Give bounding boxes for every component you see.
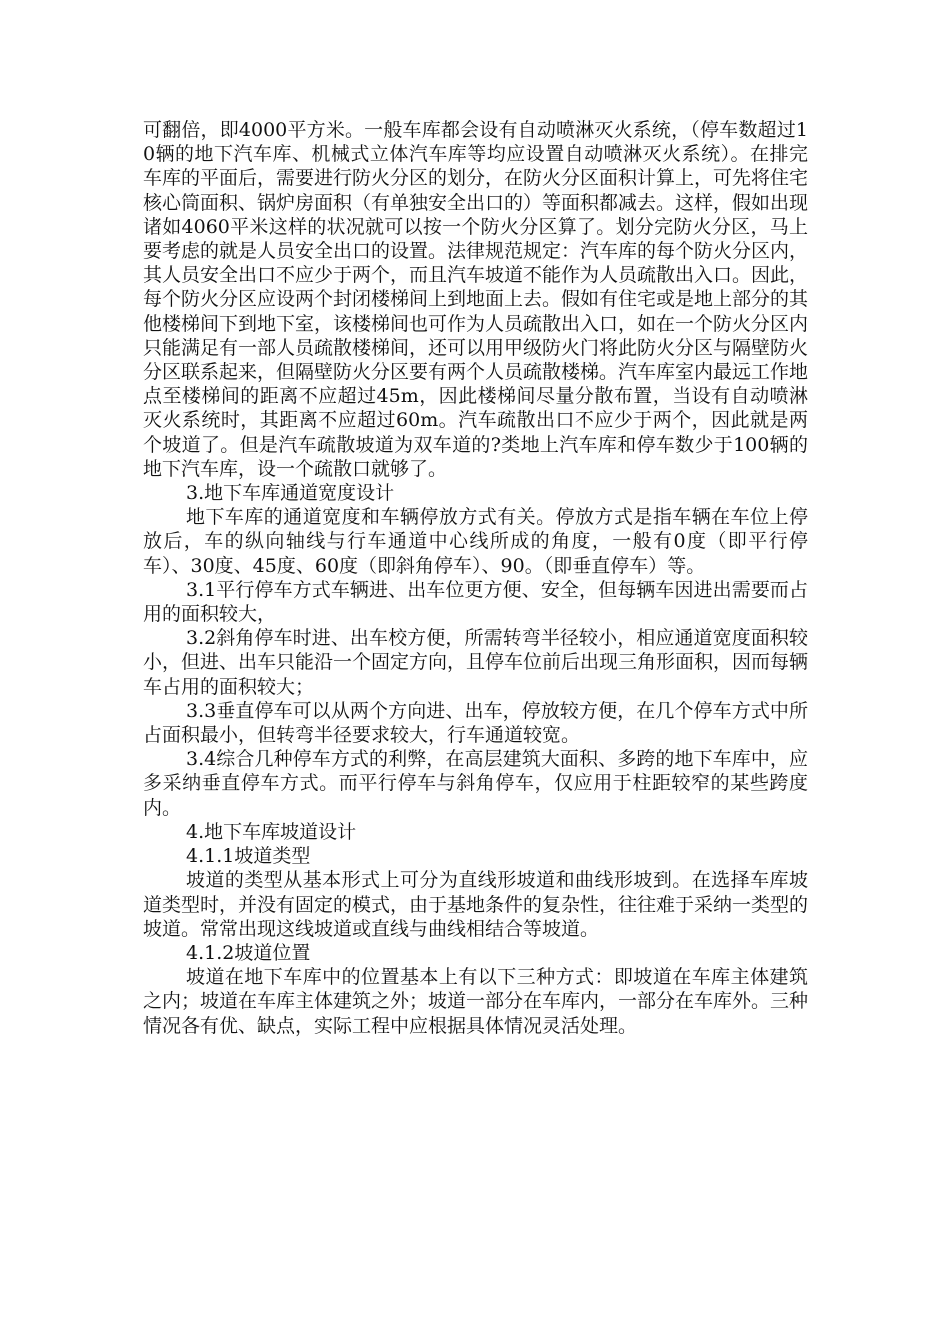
heading-ramp-position: 4.1.2坡道位置 xyxy=(186,941,311,964)
paragraph-perpendicular-parking: 3.3垂直停车可以从两个方向进、出车，停放较方便，在几个停车方式中所占面积最小，但转弯半径要求较大，行车通道较宽。 xyxy=(143,699,808,747)
paragraph-parallel-parking: 3.1平行停车方式车辆进、出车位更方便、安全，但每辆车因进出需要而占用的面积较大， xyxy=(143,578,808,626)
heading-ramp-design: 4.地下车库坡道设计 xyxy=(186,820,357,843)
paragraph-passage-width: 地下车库的通道宽度和车辆停放方式有关。停放方式是指车辆在车位上停放后，车的纵向轴线与行车通道中心线所成的角度，一般有0度（即平行停车）、30度、45度、60度（即斜角停车）、90。（即垂直停车）等。 xyxy=(143,506,808,577)
paragraph-ramp-position: 坡道在地下车库中的位置基本上有以下三种方式：即坡道在车库主体建筑之内；坡道在车库主体建筑之外；坡道一部分在车库内，一部分在车库外。三种情况各有优、缺点，实际工程中应根据具体情况灵活处理。 xyxy=(143,966,809,1037)
document-body xyxy=(143,118,808,1038)
heading-ramp-type: 4.1.1坡道类型 xyxy=(186,845,311,868)
paragraph-fire-zones: 可翻倍，即4000平方米。一般车库都会设有自动喷淋灭火系统，（停车数超过10辆的地下汽车库、机械式立体汽车库等均应设置自动喷淋灭火系统）。在排完车库的平面后，需要进行防火分区的划分，在防火分区面积计算上，可先将住宅核心筒面积、锅炉房面积（有单独安全出口的）等面积都减去。这样，假如出现诸如4060平米这样的状况就可以按一个防火分区算了。划分完防火分区，马上要考虑的就是人员安全出口的设置。法律规范规定：汽车库的每个防火分区内，其人员安全出口不应少于两个，而且汽车坡道不能作为人员疏散出入口。因此，每个防火分区应设两个封闭楼梯间上到地面上去。假如有住宅或是地上部分的其他楼梯间下到地下室，该楼梯间也可作为人员疏散出入口，如在一个防火分区内只能满足有一部人员疏散楼梯间，还可以用甲级防火门将此防火分区与隔壁防火分区联系起来，但隔壁防火分区要有两个人员疏散楼梯。汽车库室内最远工作地点至楼梯间的距离不应超过45m，因此楼梯间尽量分散布置，当设有自动喷淋灭火系统时，其距离不应超过60m。汽车疏散出口不应少于两个，因此就是两个坡道了。但是汽车疏散坡道为双车道的?类地上汽车库和停车数少于100辆的地下汽车库，设一个疏散口就够了。 xyxy=(143,119,809,480)
heading-passage-width: 3.地下车库通道宽度设计 xyxy=(186,482,395,505)
paragraph-angled-parking: 3.2斜角停车时进、出车校方便，所需转弯半径较小，相应通道宽度面积较小，但进、出车只能沿一个固定方向，且停车位前后出现三角形面积，因而每辆车占用的面积较大； xyxy=(143,627,809,698)
paragraph-combined-parking: 3.4综合几种停车方式的利弊，在高层建筑大面积、多跨的地下车库中，应多采纳垂直停车方式。而平行停车与斜角停车，仅应用于柱距较窄的某些跨度内。 xyxy=(143,748,808,819)
paragraph-ramp-type: 坡道的类型从基本形式上可分为直线形坡道和曲线形坡到。在选择车库坡道类型时，并没有固定的模式，由于基地条件的复杂性，往往难于采纳一类型的坡道。常常出现这线坡道或直线与曲线相结合等坡道。 xyxy=(143,869,809,940)
